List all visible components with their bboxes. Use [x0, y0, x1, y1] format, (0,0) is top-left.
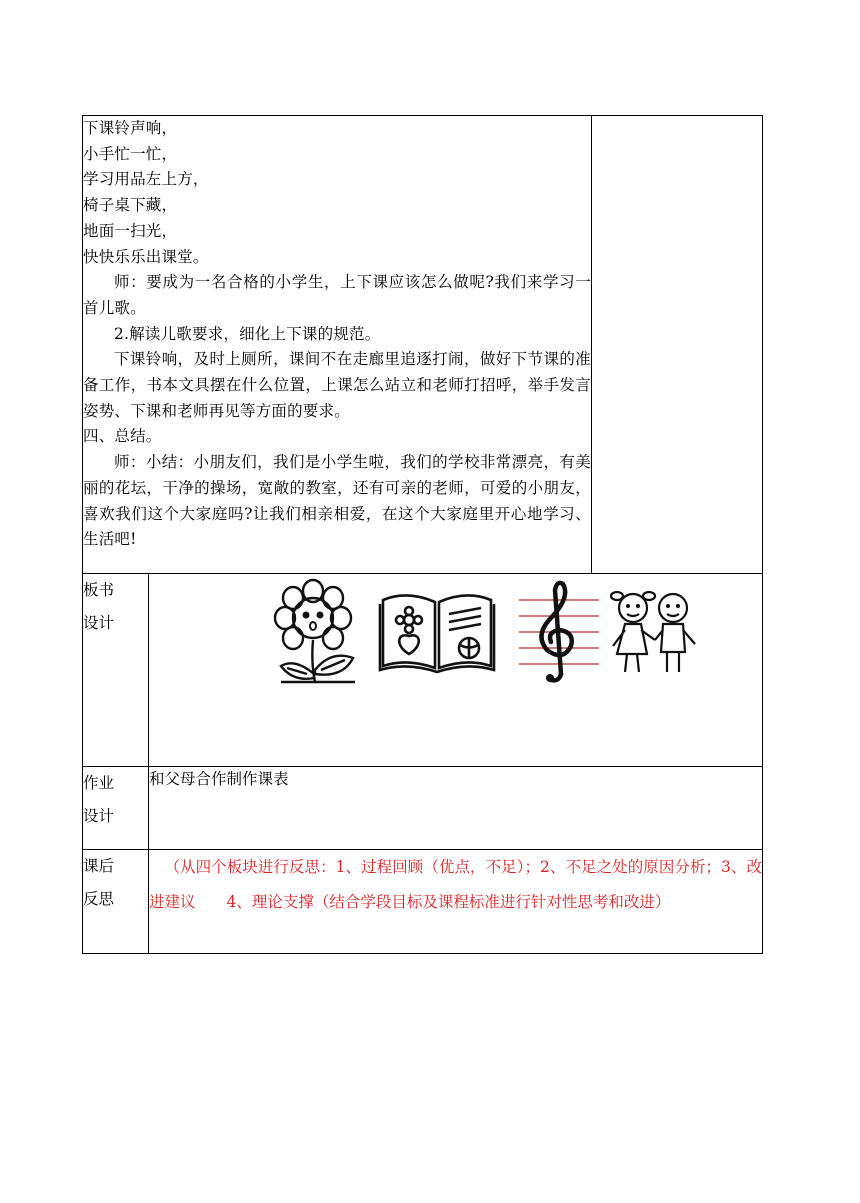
homework-text: 和父母合作制作课表 — [149, 767, 763, 850]
summary-paragraph: 师：小结：小朋友们，我们是小学生啦，我们的学校非常漂亮，有美丽的花坛，干净的操场，宽敞的教室，还有可亲的老师，可爱的小朋友，喜欢我们这个大家庭吗?让我们相亲相爱，在这个大家庭里开心地学习、生活吧! — [83, 453, 591, 549]
lesson-content-cell — [83, 116, 592, 574]
lesson-content-row — [83, 116, 763, 574]
reflection-label: 课后 反思 — [83, 850, 149, 954]
reflection-cell — [149, 850, 763, 954]
board-design-label: 板书 设计 — [83, 574, 149, 767]
rhyme-line: 快快乐乐出课堂。 — [83, 247, 209, 266]
notes-cell — [592, 116, 763, 574]
teacher-question: 师：要成为一名合格的小学生，上下课应该怎么做呢?我们来学习一首儿歌。 — [83, 273, 591, 317]
rhyme-line: 椅子桌下藏， — [83, 196, 178, 215]
children-drawing — [603, 584, 703, 676]
homework-label: 作业 设计 — [83, 767, 149, 850]
homework-row — [83, 767, 763, 850]
reflection-row — [83, 850, 763, 954]
rhyme-line: 学习用品左上方， — [83, 170, 209, 189]
rhyme-line: 下课铃声响， — [83, 119, 178, 137]
step2-body: 下课铃响，及时上厕所，课间不在走廊里追逐打闹，做好下节课的准备工作，书本文具摆在什么位置，上课怎么站立和老师打招呼，举手发言姿势、下课和老师再见等方面的要求。 — [83, 350, 591, 420]
board-design-cell — [149, 574, 763, 767]
flower-drawing — [273, 578, 363, 688]
reflection-text: （从四个板块进行反思：1、过程回顾（优点，不足）；2、不足之处的原因分析；3、改进建议 4、理论支撑（结合学段目标及课程标准进行针对性思考和改进） — [149, 858, 762, 911]
treble-clef-drawing — [519, 578, 599, 686]
lesson-plan-table — [82, 115, 763, 954]
board-design-row — [83, 574, 763, 767]
rhyme-line: 小手忙一忙， — [83, 144, 178, 163]
step2-title: 2.解读儿歌要求，细化上下课的规范。 — [114, 324, 381, 343]
section4-title: 四、总结。 — [83, 427, 162, 446]
open-book-drawing — [377, 590, 497, 674]
rhyme-line: 地面一扫光， — [83, 221, 178, 240]
